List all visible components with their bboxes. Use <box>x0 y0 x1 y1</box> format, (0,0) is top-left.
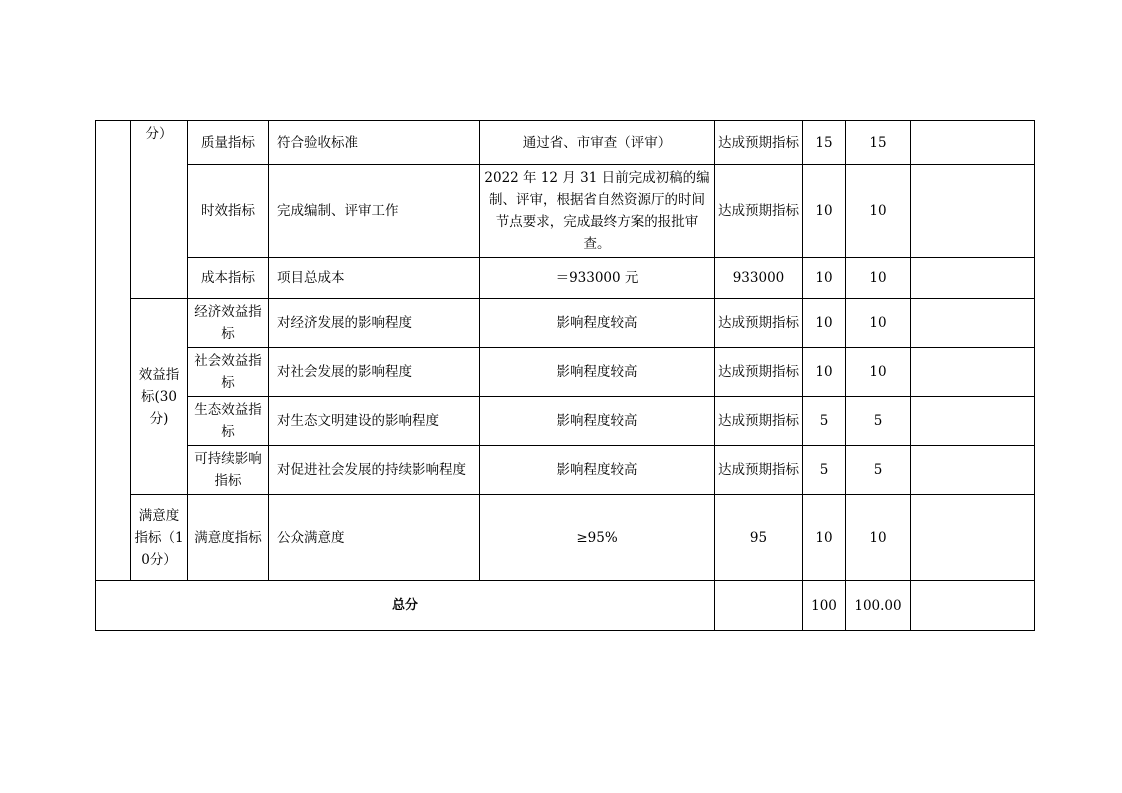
target-value-cell: 影响程度较高 <box>480 397 715 446</box>
level3-indicator-cell: 社会效益指标 <box>188 348 269 397</box>
weight-cell: 10 <box>803 165 846 258</box>
level3-indicator-cell: 经济效益指标 <box>188 299 269 348</box>
score-cell: 15 <box>846 121 911 165</box>
note-cell <box>911 495 1035 581</box>
table-row-economic <box>96 299 1035 348</box>
actual-value-cell: 达成预期指标 <box>715 348 803 397</box>
note-cell <box>911 446 1035 495</box>
actual-value-cell: 933000 <box>715 258 803 299</box>
target-value-cell: 影响程度较高 <box>480 446 715 495</box>
note-cell <box>911 348 1035 397</box>
score-cell: 10 <box>846 495 911 581</box>
table-row-timeliness <box>96 165 1035 258</box>
table-row-quality <box>96 121 1035 165</box>
actual-value-cell: 95 <box>715 495 803 581</box>
table-row-social <box>96 348 1035 397</box>
indicator-cell: 公众满意度 <box>269 495 480 581</box>
actual-value-cell: 达成预期指标 <box>715 446 803 495</box>
actual-value-cell: 达成预期指标 <box>715 299 803 348</box>
actual-value-cell: 达成预期指标 <box>715 397 803 446</box>
level3-indicator-cell: 质量指标 <box>188 121 269 165</box>
indicator-cell: 项目总成本 <box>269 258 480 299</box>
target-value-cell: ≥95% <box>480 495 715 581</box>
target-value-cell: 影响程度较高 <box>480 299 715 348</box>
actual-value-cell: 达成预期指标 <box>715 165 803 258</box>
indicator-cell: 对社会发展的影响程度 <box>269 348 480 397</box>
score-cell: 10 <box>846 258 911 299</box>
weight-cell: 5 <box>803 397 846 446</box>
level3-indicator-cell: 可持续影响指标 <box>188 446 269 495</box>
table-row-ecological <box>96 397 1035 446</box>
level1-category-cell <box>96 121 131 581</box>
table-row-satisfaction <box>96 495 1035 581</box>
weight-cell: 5 <box>803 446 846 495</box>
level3-indicator-cell: 生态效益指标 <box>188 397 269 446</box>
table-row-sustainable <box>96 446 1035 495</box>
target-value-cell: 2022 年 12 月 31 日前完成初稿的编制、评审，根据省自然资源厅的时间节点要求，完成最终方案的报批审查。 <box>480 165 715 258</box>
satisfaction-category-cell: 满意度指标（10分） <box>131 495 188 581</box>
level3-indicator-cell: 满意度指标 <box>188 495 269 581</box>
note-cell <box>911 258 1035 299</box>
table-row-cost <box>96 258 1035 299</box>
indicator-cell: 对促进社会发展的持续影响程度 <box>269 446 480 495</box>
output-category-cell: 分） <box>131 121 188 299</box>
score-cell: 5 <box>846 397 911 446</box>
weight-cell: 10 <box>803 299 846 348</box>
indicator-cell: 符合验收标准 <box>269 121 480 165</box>
total-weight-cell: 100 <box>803 581 846 631</box>
weight-cell: 10 <box>803 495 846 581</box>
total-actual-cell <box>715 581 803 631</box>
indicator-cell: 完成编制、评审工作 <box>269 165 480 258</box>
note-cell <box>911 121 1035 165</box>
performance-indicator-table <box>95 120 1035 631</box>
total-label: 总分 <box>96 581 715 631</box>
weight-cell: 10 <box>803 258 846 299</box>
total-score-cell: 100.00 <box>846 581 911 631</box>
benefit-category-cell: 效益指标(30分) <box>131 299 188 495</box>
indicator-cell: 对经济发展的影响程度 <box>269 299 480 348</box>
level3-indicator-cell: 时效指标 <box>188 165 269 258</box>
target-value-cell: ＝933000 元 <box>480 258 715 299</box>
note-cell <box>911 397 1035 446</box>
indicator-cell: 对生态文明建设的影响程度 <box>269 397 480 446</box>
score-cell: 10 <box>846 299 911 348</box>
level3-indicator-cell: 成本指标 <box>188 258 269 299</box>
score-cell: 5 <box>846 446 911 495</box>
target-value-cell: 影响程度较高 <box>480 348 715 397</box>
table-row-total <box>96 581 1035 631</box>
note-cell <box>911 299 1035 348</box>
weight-cell: 10 <box>803 348 846 397</box>
actual-value-cell: 达成预期指标 <box>715 121 803 165</box>
total-note-cell <box>911 581 1035 631</box>
target-value-cell: 通过省、市审查（评审） <box>480 121 715 165</box>
score-cell: 10 <box>846 165 911 258</box>
note-cell <box>911 165 1035 258</box>
weight-cell: 15 <box>803 121 846 165</box>
score-cell: 10 <box>846 348 911 397</box>
